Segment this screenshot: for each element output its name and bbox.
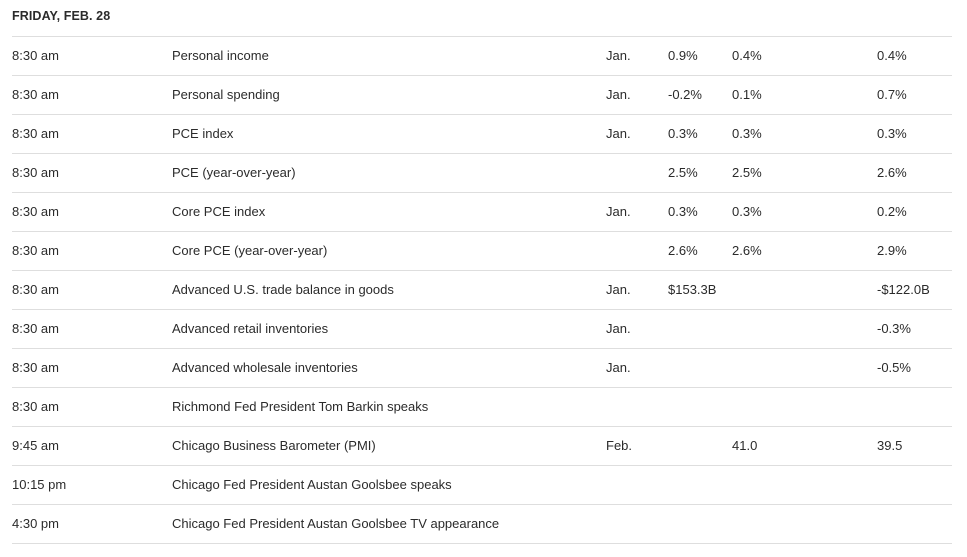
event-forecast: 2.6% xyxy=(732,243,762,258)
event-time: 8:30 am xyxy=(12,48,59,63)
event-previous: 39.5 xyxy=(877,438,903,453)
event-forecast: 0.3% xyxy=(732,204,762,219)
event-name: Chicago Fed President Austan Goolsbee speaks xyxy=(172,477,452,492)
event-time: 9:45 am xyxy=(12,438,59,453)
event-period: Jan. xyxy=(606,87,631,102)
event-time: 4:30 pm xyxy=(12,516,59,531)
event-period: Jan. xyxy=(606,126,631,141)
event-time: 8:30 am xyxy=(12,399,59,414)
event-previous: -0.5% xyxy=(877,360,911,375)
event-name: Personal income xyxy=(172,48,269,63)
table-row xyxy=(12,388,952,427)
event-period: Jan. xyxy=(606,282,631,297)
event-actual: -0.2% xyxy=(668,87,702,102)
event-name: Advanced U.S. trade balance in goods xyxy=(172,282,394,297)
event-name: Advanced wholesale inventories xyxy=(172,360,358,375)
event-forecast: 2.5% xyxy=(732,165,762,180)
table-row xyxy=(12,76,952,115)
event-period: Feb. xyxy=(606,438,633,453)
event-forecast: 41.0 xyxy=(732,438,758,453)
event-time: 10:15 pm xyxy=(12,477,67,492)
table-row xyxy=(12,154,952,193)
event-period: Jan. xyxy=(606,48,631,63)
table-row xyxy=(12,466,952,505)
event-name: Chicago Fed President Austan Goolsbee TV appearance xyxy=(172,516,500,531)
event-name: PCE index xyxy=(172,126,234,141)
table-row xyxy=(12,232,952,271)
event-period: Jan. xyxy=(606,204,631,219)
event-name: Chicago Business Barometer (PMI) xyxy=(172,438,376,453)
event-previous: 0.7% xyxy=(877,87,907,102)
event-previous: 0.2% xyxy=(877,204,907,219)
event-name: Core PCE (year-over-year) xyxy=(172,243,328,258)
event-previous: 2.6% xyxy=(877,165,907,180)
event-name: Core PCE index xyxy=(172,204,266,219)
table-row xyxy=(12,427,952,466)
event-previous: 0.4% xyxy=(877,48,907,63)
table-row xyxy=(12,310,952,349)
event-previous: -$122.0B xyxy=(877,282,930,297)
day-header: FRIDAY, FEB. 28 xyxy=(12,9,111,23)
event-forecast: 0.1% xyxy=(732,87,762,102)
event-previous: 0.3% xyxy=(877,126,907,141)
table-row xyxy=(12,505,952,544)
event-time: 8:30 am xyxy=(12,165,59,180)
event-actual: 0.3% xyxy=(668,204,698,219)
event-time: 8:30 am xyxy=(12,282,59,297)
table-row xyxy=(12,193,952,232)
table-row xyxy=(12,37,952,76)
event-previous: 2.9% xyxy=(877,243,907,258)
event-name: Personal spending xyxy=(172,87,280,102)
event-actual: 0.3% xyxy=(668,126,698,141)
event-actual: 2.6% xyxy=(668,243,698,258)
event-time: 8:30 am xyxy=(12,360,59,375)
event-actual: 2.5% xyxy=(668,165,698,180)
event-actual: $153.3B xyxy=(668,282,717,297)
event-time: 8:30 am xyxy=(12,321,59,336)
event-forecast: 0.3% xyxy=(732,126,762,141)
table-row xyxy=(12,115,952,154)
table-row xyxy=(12,349,952,388)
table-row xyxy=(12,271,952,310)
event-time: 8:30 am xyxy=(12,204,59,219)
event-forecast: 0.4% xyxy=(732,48,762,63)
event-name: PCE (year-over-year) xyxy=(172,165,296,180)
event-actual: 0.9% xyxy=(668,48,698,63)
event-period: Jan. xyxy=(606,321,631,336)
event-time: 8:30 am xyxy=(12,126,59,141)
calendar-table xyxy=(12,36,952,544)
event-period: Jan. xyxy=(606,360,631,375)
event-name: Richmond Fed President Tom Barkin speaks xyxy=(172,399,429,414)
event-time: 8:30 am xyxy=(12,87,59,102)
event-time: 8:30 am xyxy=(12,243,59,258)
event-previous: -0.3% xyxy=(877,321,911,336)
event-name: Advanced retail inventories xyxy=(172,321,329,336)
